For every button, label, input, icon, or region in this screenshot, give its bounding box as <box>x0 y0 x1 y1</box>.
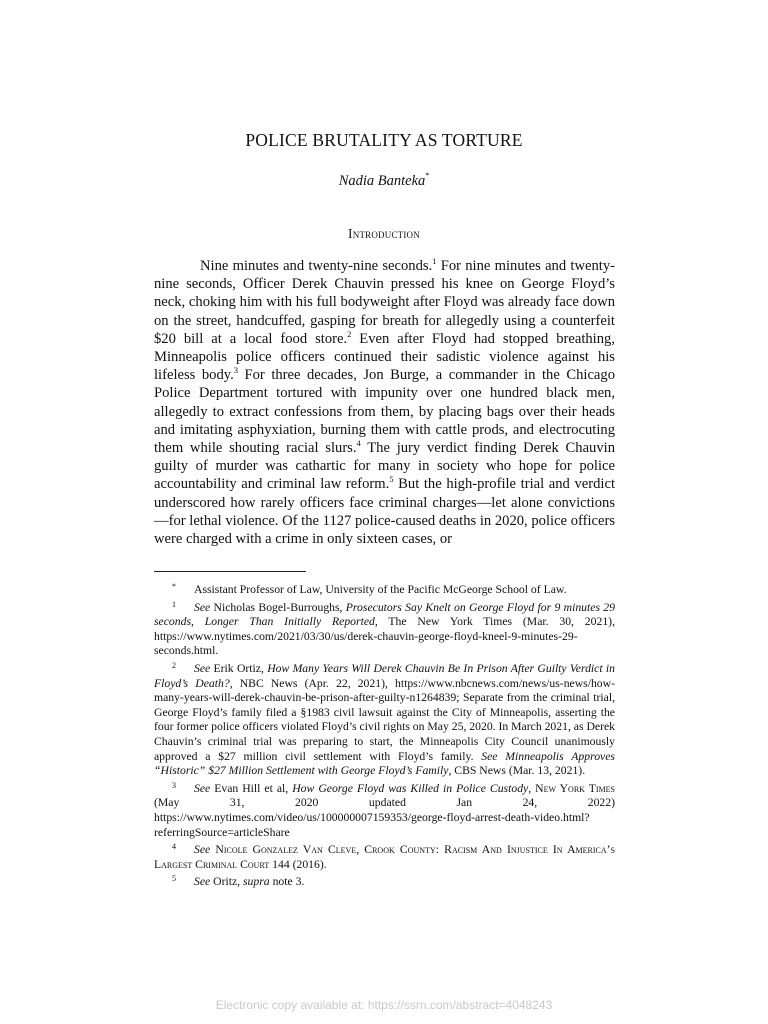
footnote-text: 144 (2016). <box>269 857 327 871</box>
footnote-text: (May 31, 2020 updated Jan 24, 2022) https://www.nytimes.com/video/us/100000007159353/george-floyd-arrest-death-video.html?referringSource=articleShare <box>154 796 615 839</box>
cited-book: Nicole Gonzalez Van Cleve, Crook County: Racism And Injustice In America’s Largest Criminal Court <box>154 843 615 871</box>
footnote-text: , <box>528 781 536 795</box>
signal-supra: supra <box>243 875 270 889</box>
cited-title: How George Floyd was Killed in Police Custody <box>292 781 529 795</box>
footnote-text: Evan Hill et al, <box>210 781 293 795</box>
sentence-5: The jury verdict finding Derek Chauvin guilty of murder was cathartic for many in society who hope for police accountability and criminal law reform. <box>154 440 615 493</box>
footnote-mark: 3 <box>172 780 176 790</box>
intro-paragraph <box>154 257 615 548</box>
footnote-ref-1: 1 <box>432 256 437 266</box>
footnote-ref-3: 3 <box>233 365 238 376</box>
footnote-text: Erik Ortiz, <box>210 661 268 675</box>
footnote-ref-5: 5 <box>389 474 394 485</box>
cited-title: How Many Years Will Derek Chauvin Be In Prison After Guilty Verdict in Floyd’s Death? <box>154 661 615 690</box>
footnote-ref-4: 4 <box>356 438 361 449</box>
cited-title: See Minneapolis Approves “Historic” $27 Million Settlement with George Floyd’s Family <box>154 749 615 778</box>
footnote-3 <box>154 779 615 840</box>
footnote-text: Nicholas Bogel-Burroughs, <box>210 600 346 614</box>
sentence-1: Nine minutes and twenty-nine seconds. <box>200 258 433 274</box>
footnote-5 <box>154 872 615 890</box>
sentence-3: Even after Floyd had stopped breathing, Minneapolis police officers continued their sadistic violence against his lifeless body. <box>154 330 615 384</box>
footnote-mark: 2 <box>172 660 176 670</box>
footnote-ref-2: 2 <box>347 328 352 339</box>
footnote-mark: 5 <box>172 874 176 884</box>
footnote-mark: 1 <box>172 599 176 609</box>
author-line <box>0 171 768 190</box>
footnote-mark: 4 <box>172 842 176 852</box>
footnote-2 <box>154 659 615 779</box>
footnote-text: , NBC News (Apr. 22, 2021), https://www.nbcnews.com/news/us-news/how-many-years-will-derek-chauvin-be-prison-after-guilty-n1264839; Separate from the criminal trial, George Floyd’s family filed a §1983 civil lawsuit against the City of Minneapolis, asserting the four former police officers violated Floyd’s civil rights on May 25, 2020. In March 2021, as Derek Chauvin’s criminal trial was preparing to start, the Minneapolis City Council unanimously approved a $27 million civil settlement with Floyd’s family. <box>154 676 616 763</box>
sentence-6: But the high-profile trial and verdict underscored how rarely officers face criminal charges—let alone convictions—for lethal violence. Of the 1127 police-caused deaths in 2020, police officers were charged with a crime in only sixteen cases, or <box>154 476 615 548</box>
author-name: Nadia Banteka <box>338 173 426 189</box>
signal-see: See <box>194 843 211 857</box>
footnote-1 <box>154 598 615 659</box>
signal-see: See <box>194 781 211 795</box>
sentence-2: For nine minutes and twenty-nine seconds, Officer Derek Chauvin pressed his knee on George Floyd’s neck, choking him with his full bodyweight after Floyd was already face down on the street, handcuffed, gasping for breath for allegedly using a counterfeit $20 bill at a local food store. <box>154 258 615 347</box>
footnote-text: , The New York Times (Mar. 30, 2021), https://www.nytimes.com/2021/03/30/us/derek-chauvin-george-floyd-kneel-9-minutes-29-seconds.html. <box>154 615 615 658</box>
paper-title: POLICE BRUTALITY AS TORTURE <box>245 130 523 150</box>
cited-source: New York Times <box>535 781 615 795</box>
signal-see: See <box>194 661 211 675</box>
footnote-text: , CBS News (Mar. 13, 2021). <box>448 764 586 778</box>
ssrn-footer[interactable]: Electronic copy available at: https://ssrn.com/abstract=4048243 <box>215 998 553 1012</box>
footnote-4 <box>154 840 615 872</box>
signal-see: See <box>194 600 211 614</box>
cited-title: Prosecutors Say Knelt on George Floyd for 9 minutes 29 seconds, Longer Than Initially Reported <box>154 600 615 629</box>
footnote-mark: * <box>172 582 176 591</box>
sentence-4: For three decades, Jon Burge, a commander in the Chicago Police Department tortured with impunity over one hundred black men, allegedly to extract confessions from them, by placing bags over their heads and imitating asphyxiation, burning them with cattle prods, and electrocuting them while shouting racial slurs. <box>154 367 615 457</box>
footnote-text: note 3. <box>269 875 305 889</box>
section-heading: Introduction <box>348 226 420 241</box>
footnote-text: Assistant Professor of Law, University of the Pacific McGeorge School of Law. <box>194 583 567 596</box>
footnotes <box>154 580 615 890</box>
author-footnote-mark: * <box>425 171 430 180</box>
footnote-star <box>154 580 615 598</box>
signal-see: See <box>194 875 211 889</box>
footnote-text: Oritz, <box>210 875 243 889</box>
body-text <box>154 257 615 548</box>
footnote-divider <box>154 571 306 572</box>
